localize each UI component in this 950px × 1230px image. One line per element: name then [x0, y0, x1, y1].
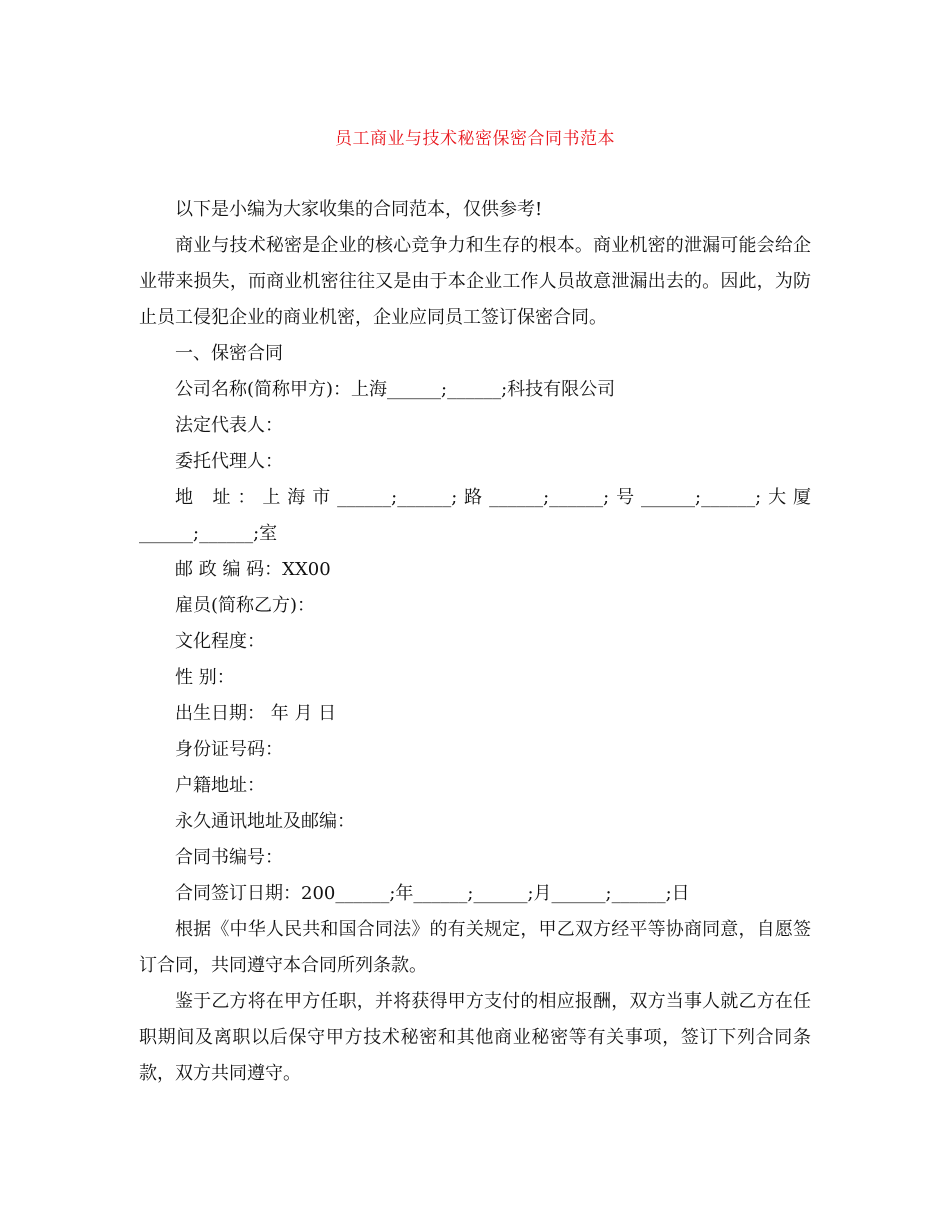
- sign-date-field: 合同签订日期：200______;年______;______;月______;______;日: [175, 883, 690, 904]
- section-heading: 一、保密合同: [175, 343, 283, 364]
- intro-paragraph: 以下是小编为大家收集的合同范本，仅供参考!: [175, 199, 543, 220]
- id-number-field: 身份证号码：: [175, 739, 283, 760]
- contract-number-field: 合同书编号：: [175, 847, 283, 868]
- agent-field: 委托代理人：: [175, 451, 283, 472]
- company-name-field: 公司名称(简称甲方)：上海______;______;科技有限公司: [175, 379, 616, 400]
- education-field: 文化程度：: [175, 631, 265, 652]
- employee-field: 雇员(简称乙方)：: [175, 595, 316, 616]
- permanent-address-field: 永久通讯地址及邮编：: [175, 811, 355, 832]
- postcode-field: 邮 政 编 码：XX00: [175, 559, 331, 580]
- address-field: 地 址：上海市______;______;路______;______;号______;______;大厦______;______;室: [139, 487, 811, 544]
- birthdate-field: 出生日期： 年 月 日: [175, 703, 337, 724]
- background-paragraph: 商业与技术秘密是企业的核心竞争力和生存的根本。商业机密的泄漏可能会给企业带来损失，而商业机密往往又是由于本企业工作人员故意泄漏出去的。因此，为防止员工侵犯企业的商业机密，企业应同员工签订保密合同。: [139, 235, 811, 328]
- gender-field: 性 别：: [175, 667, 235, 688]
- agreement-paragraph: 鉴于乙方将在甲方任职，并将获得甲方支付的相应报酬，双方当事人就乙方在任职期间及离职以后保守甲方技术秘密和其他商业秘密等有关事项，签订下列合同条款，双方共同遵守。: [139, 991, 811, 1084]
- legal-representative-field: 法定代表人：: [175, 415, 283, 436]
- document-title: 员工商业与技术秘密保密合同书范本: [335, 129, 615, 149]
- household-address-field: 户籍地址：: [175, 775, 265, 796]
- document-body: [139, 192, 811, 1092]
- legal-basis-paragraph: 根据《中华人民共和国合同法》的有关规定，甲乙双方经平等协商同意，自愿签订合同，共同遵守本合同所列条款。: [139, 919, 811, 976]
